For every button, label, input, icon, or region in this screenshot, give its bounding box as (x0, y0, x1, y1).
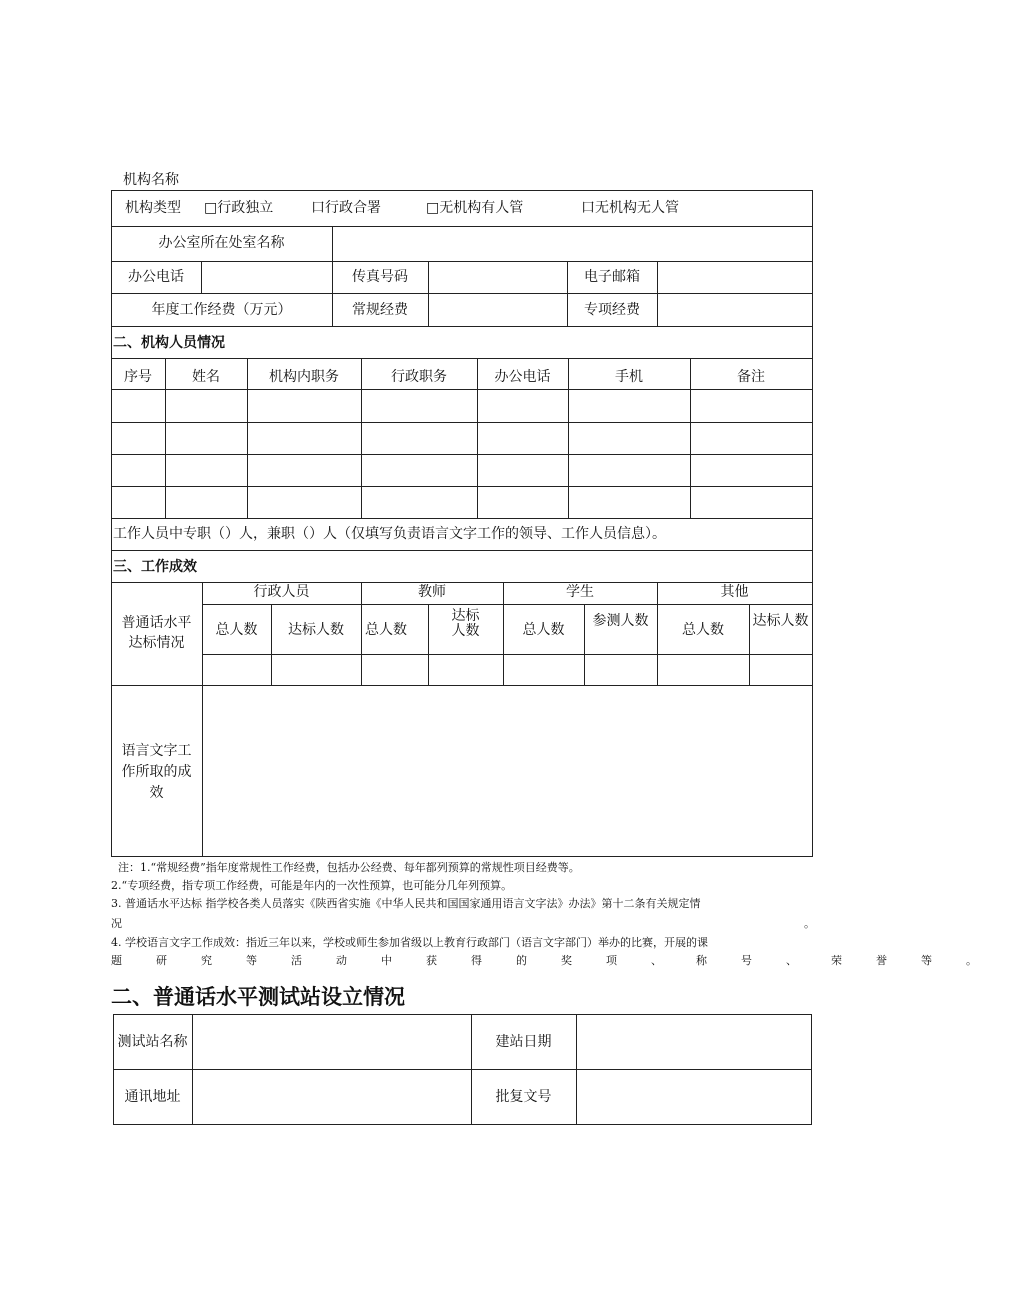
group-admin-staff: 行政人员 (253, 584, 310, 600)
putonghua-label: 普通话水平 达标情况 (121, 615, 192, 651)
other-total-label: 总人数 (682, 622, 724, 638)
achievement-field[interactable] (203, 686, 812, 856)
admin-total-label: 总人数 (215, 622, 258, 638)
admin-pass-label: 达标人数 (288, 622, 344, 638)
section-staff-title: 二、机构人员情况 (113, 335, 225, 351)
email-label: 电子邮箱 (584, 269, 640, 285)
special-budget-label: 专项经费 (584, 302, 640, 318)
org-type-option-combined[interactable]: 口行政合署 (311, 200, 381, 216)
teacher-total-label: 总人数 (365, 622, 407, 638)
station-name-label: 测试站名称 (117, 1034, 188, 1050)
office-room-field[interactable] (333, 227, 812, 261)
note-1: 注：1.“常规经费”指年度常规性工作经费，包括办公经费、每年都列预算的常规性项目经费等。 (118, 861, 580, 874)
note-2: 2.“专项经费，指专项工作经费，可能是年内的一次性预算，也可能分几年列预算。 (111, 879, 513, 892)
fax-field[interactable] (429, 262, 567, 293)
group-other: 其他 (720, 584, 749, 600)
staff-count-note: 工作人员中专职（）人，兼职（）人（仅填写负责语言文字工作的领导、工作人员信息）。 (113, 526, 666, 542)
other-pass-label: 达标人数 (752, 613, 809, 629)
station-name-field[interactable] (193, 1015, 471, 1069)
col-header-org-position: 机构内职务 (269, 369, 339, 385)
org-name-label: 机构名称 (123, 172, 179, 188)
col-header-name: 姓名 (192, 369, 220, 385)
org-type-option-independent[interactable]: □行政独立 (204, 200, 274, 216)
group-students: 学生 (566, 584, 594, 600)
org-type-label: 机构类型 (125, 200, 181, 216)
col-header-remarks: 备注 (737, 369, 765, 385)
regular-budget-label: 常规经费 (352, 302, 408, 318)
office-phone-label: 办公电话 (128, 269, 184, 285)
col-header-mobile: 手机 (615, 369, 643, 385)
putonghua-counts-row[interactable] (203, 655, 812, 685)
station-date-label: 建站日期 (495, 1034, 552, 1050)
teacher-pass-label: 达标 人数 (451, 608, 480, 639)
regular-budget-field[interactable] (429, 294, 567, 326)
special-budget-field[interactable] (658, 294, 812, 326)
station-date-field[interactable] (577, 1015, 811, 1069)
org-type-option-no-org-unmanaged[interactable]: 口无机构无人管 (581, 200, 679, 216)
col-header-index: 序号 (124, 369, 152, 385)
staff-table-row[interactable] (112, 455, 812, 486)
org-type-option-no-org-managed[interactable]: □无机构有人管 (426, 200, 524, 216)
staff-table-row[interactable] (112, 423, 812, 454)
annual-budget-label: 年度工作经费（万元） (151, 302, 292, 318)
station-address-label: 通讯地址 (124, 1089, 181, 1105)
office-room-label: 办公室所在处室名称 (158, 235, 285, 251)
staff-table-row[interactable] (112, 487, 812, 518)
note-4-cont: 题研究等活动中获得的奖项、称号、荣誉等。 (111, 954, 1011, 967)
student-tested-label: 参测人数 (592, 613, 649, 629)
test-station-heading: 二、普通话水平测试站设立情况 (111, 985, 405, 1009)
note-4: 4. 学校语言文字工作成效：指近三年以来，学校或师生参加省级以上教育行政部门（语言文字部门）举办的比赛，开展的课 (111, 936, 708, 949)
note-3-cont: 况 (111, 917, 122, 930)
col-header-admin-position: 行政职务 (391, 369, 447, 385)
staff-table-row[interactable] (112, 390, 812, 422)
office-phone-field[interactable] (202, 262, 332, 293)
fax-label: 传真号码 (352, 269, 408, 285)
student-total-label: 总人数 (522, 622, 565, 638)
note-3-end: 。 (804, 917, 815, 930)
col-header-office-phone: 办公电话 (494, 369, 551, 385)
section-results-title: 三、工作成效 (113, 559, 197, 575)
station-approval-label: 批复文号 (495, 1089, 552, 1105)
email-field[interactable] (658, 262, 812, 293)
group-teachers: 教师 (418, 584, 446, 600)
station-address-field[interactable] (193, 1070, 471, 1124)
note-3: 3. 普通话水平达标 指学校各类人员落实《陕西省实施《中华人民共和国国家通用语言文字法》办法》第十二条有关规定情 (111, 897, 701, 910)
achievement-label: 语言文字工 作所取的成 效 (121, 743, 192, 801)
station-approval-field[interactable] (577, 1070, 811, 1124)
